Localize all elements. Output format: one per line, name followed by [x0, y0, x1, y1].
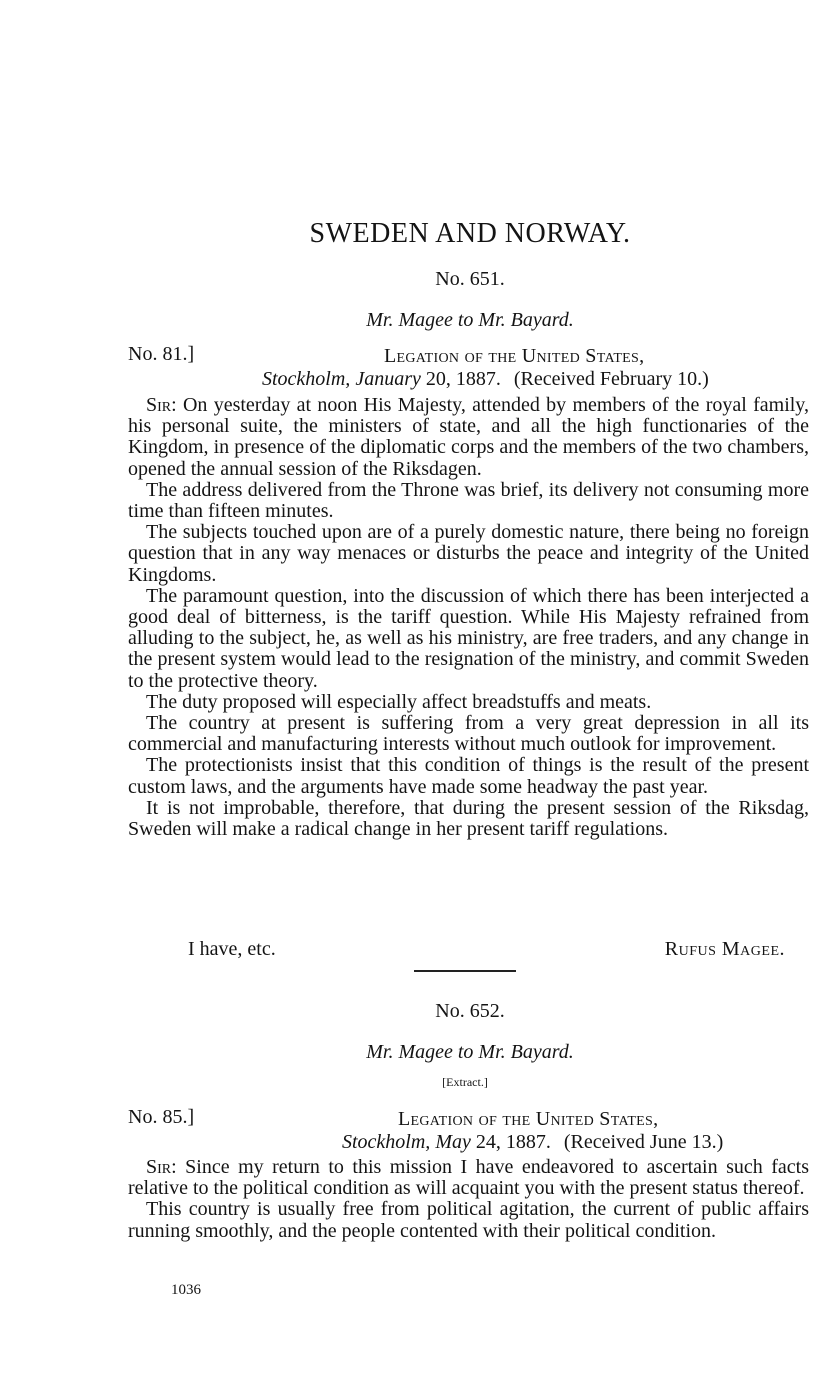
- paragraph: The address delivered from the Throne was brief, its delivery not consuming more time than fifteen minutes.: [128, 478, 809, 523]
- paragraph: The paramount question, into the discussion of which there has been interjected a good deal of bitterness, is the tariff question. While His Majesty refrained from alluding to the subject, he, as well as his ministry, are free traders, and any change in the present system would lead to the resignation of the ministry, and commit Sweden to the protective theory.: [128, 584, 809, 692]
- letter-body-652: [128, 1157, 809, 1242]
- document-number-651: No. 651.: [435, 268, 505, 290]
- closing-formula: I have, etc.: [188, 938, 276, 960]
- salutation: Sir:: [146, 394, 177, 416]
- dateline-day-year: 24, 1887.: [475, 1131, 551, 1153]
- paragraph: The subjects touched upon are of a purely domestic nature, there being no foreign question that in any way menaces or disturbs the peace and integrity of the United Kingdoms.: [128, 521, 809, 586]
- dateline-place: Stockholm,: [342, 1131, 431, 1153]
- dateline-place: Stockholm,: [262, 368, 351, 390]
- dateline-month: January: [355, 368, 421, 390]
- signature: Rufus Magee.: [664, 938, 785, 960]
- dateline-day-year: 20, 1887.: [425, 368, 501, 390]
- extract-note: [Extract.]: [442, 1075, 488, 1089]
- dateline-651: [262, 368, 709, 391]
- paragraph: The protectionists insist that this condition of things is the result of the present custom laws, and the arguments have made some headway the past year.: [128, 754, 809, 798]
- section-divider: [414, 970, 516, 972]
- paragraph: [128, 395, 809, 480]
- paragraph: This country is usually free from political agitation, the current of public affairs running smoothly, and the people contented with their political condition.: [128, 1198, 809, 1242]
- letter-body-651: [128, 395, 809, 840]
- document-heading-651: Mr. Magee to Mr. Bayard.: [366, 309, 574, 331]
- dateline-month: May: [435, 1131, 471, 1153]
- salutation: Sir:: [146, 1156, 177, 1178]
- paragraph-text: Since my return to this mission I have endeavored to ascertain such facts relative to the political condition as will acquaint you with the present status thereof.: [128, 1156, 809, 1200]
- received-date: (Received February 10.): [513, 368, 709, 390]
- document-heading-652: Mr. Magee to Mr. Bayard.: [366, 1041, 574, 1063]
- paragraph: The country at present is suffering from a very great depression in all its commercial and manufacturing interests without much outlook for improvement.: [128, 712, 809, 756]
- legation-line-651: Legation of the United States,: [384, 345, 645, 367]
- dateline-652: [342, 1131, 723, 1154]
- paragraph: The duty proposed will especially affect breadstuffs and meats.: [146, 690, 652, 713]
- document-number-652: No. 652.: [435, 1000, 505, 1022]
- paragraph: [128, 1157, 809, 1199]
- paragraph: It is not improbable, therefore, that during the present session of the Riksdag, Sweden will make a radical change in her present tariff regulations.: [128, 796, 809, 841]
- section-title: SWEDEN AND NORWAY.: [309, 218, 631, 249]
- page-number: 1036: [171, 1282, 201, 1298]
- paragraph-text: On yesterday at noon His Majesty, attended by members of the royal family, his personal suite, the ministers of state, and all the high functionaries of the Kingdom, in presence of the diplomatic corps and the members of the two chambers, opened the annual session of the Riksdagen.: [128, 394, 810, 480]
- dispatch-number-81: No. 81.]: [128, 343, 195, 365]
- received-date: (Received June 13.): [563, 1131, 724, 1153]
- dispatch-number-85: No. 85.]: [128, 1106, 195, 1128]
- legation-line-652: Legation of the United States,: [398, 1108, 659, 1130]
